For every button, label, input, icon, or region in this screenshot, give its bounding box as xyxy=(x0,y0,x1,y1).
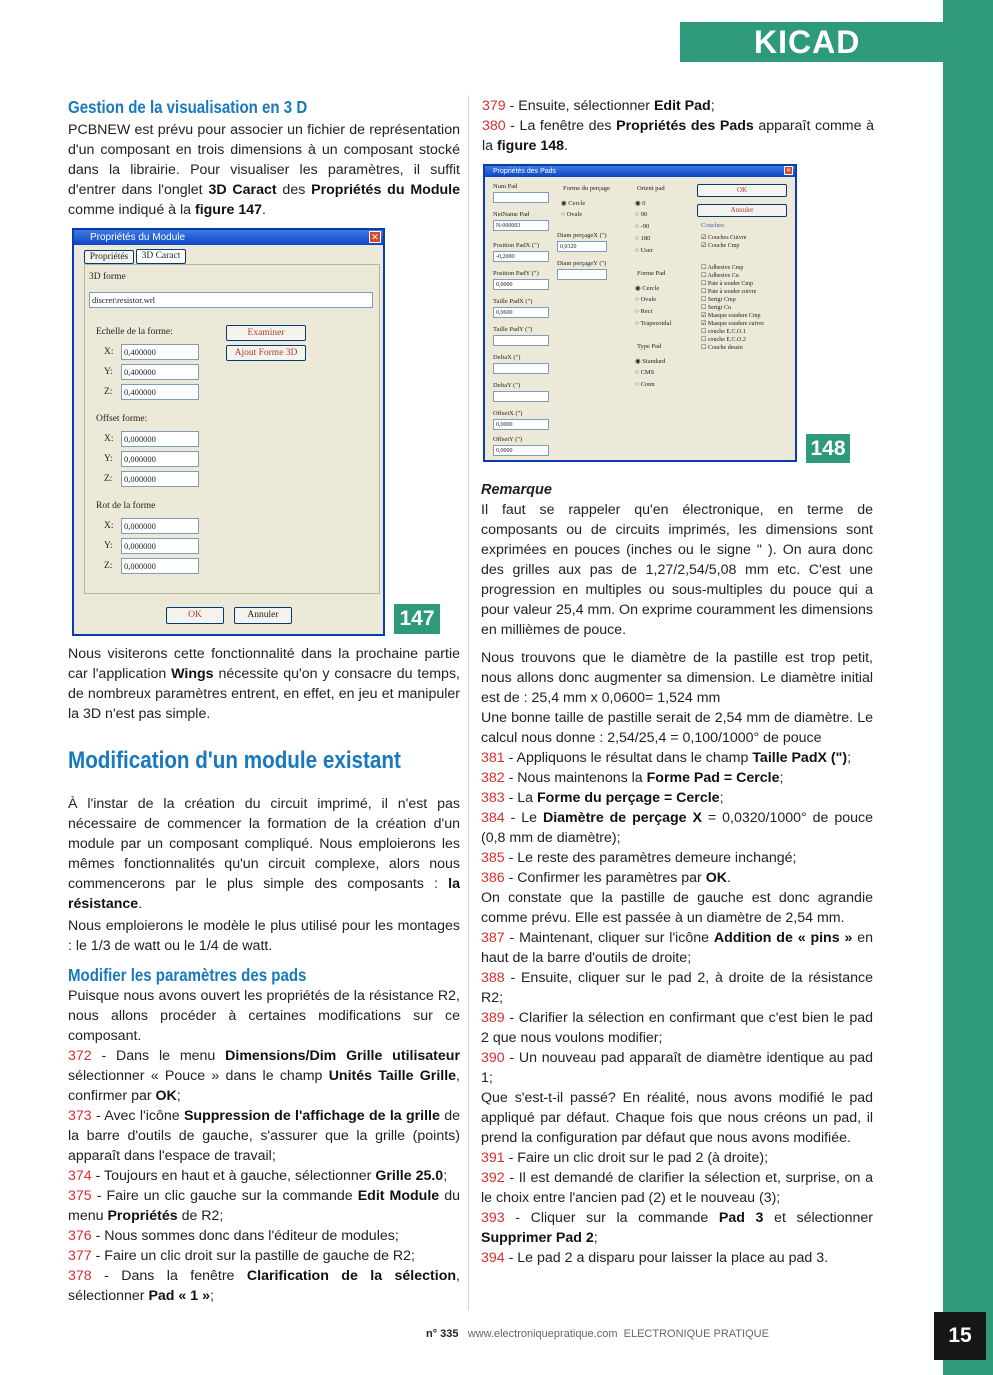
para-passe: Que s'est-t-il passé? En réalité, nous avons modifié le pad appliqué par défaut. Chaque fois que nous créons un pad, il prend la configuration par défaut que nous avons modifiée. xyxy=(481,1090,873,1146)
tab-proprietes[interactable]: Propriétés xyxy=(84,250,134,264)
layer-checkbox[interactable]: ☐ couche E.C.O.1 xyxy=(701,329,746,335)
step-382: 382 - Nous maintenons la Forme Pad = Cercle; xyxy=(481,770,784,786)
scale-x-input[interactable]: 0,400000 xyxy=(121,344,199,360)
radio-type-cms[interactable]: ○ CMS xyxy=(635,369,655,376)
layer-checkbox[interactable]: ☑ Masque soudure cuivre xyxy=(701,321,764,327)
echelle-label: Echelle de la forme: xyxy=(96,327,173,337)
annuler-button[interactable]: Annuler xyxy=(697,204,787,217)
diam-x-input[interactable]: 0,0320 xyxy=(557,241,607,252)
para-3d: PCBNEW est prévu pour associer un fichier de représentation d'un composant en trois dimensions à un composant stocké dans la librairie. Pour visualiser les paramètres, il suffit d'entrer dans l'onglet 3D Caract des Propriétés du Module comme indiqué à la figure 147. xyxy=(68,122,460,218)
pos-x-input[interactable]: -0,2000 xyxy=(493,251,549,262)
taille-y-input[interactable] xyxy=(493,335,549,346)
step-376: 376 - Nous sommes donc dans l'éditeur de modules; xyxy=(68,1228,399,1244)
ok-button[interactable]: OK xyxy=(697,184,787,197)
forme-label: 3D forme xyxy=(89,272,126,282)
close-icon[interactable]: ✕ xyxy=(785,168,792,174)
layer-label: Serigr Cmp xyxy=(707,297,736,303)
para-modif: À l'instar de la création du circuit imprimé, il n'est pas nécessaire de commencer la formation de la création d'un module par un composant compliqué. Nous emploierons les mêmes fonctionnalités qu'un circuit complexe, alors nous commencerons par le plus simple des composants : la résistance. xyxy=(68,796,460,912)
diam-y-input[interactable] xyxy=(557,269,607,280)
tab-3d-caract[interactable]: 3D Caract xyxy=(136,249,186,264)
para-pads: Puisque nous avons ouvert les propriétés de la résistance R2, nous allons procéder à certaines modifications sur ce composant. xyxy=(68,988,460,1044)
radio-percage-cercle[interactable]: ◉ Cercle xyxy=(561,200,586,207)
layer-label: Adhesive Cu xyxy=(707,273,739,279)
left-column xyxy=(68,96,460,220)
rot-y-label: Y: xyxy=(104,541,113,551)
radio-pad-ovale[interactable]: ○ Ovale xyxy=(635,296,657,303)
column-divider xyxy=(468,95,469,1310)
rot-y-input[interactable]: 0,000000 xyxy=(121,538,199,554)
right-column-top xyxy=(482,96,874,156)
offset-x-input[interactable]: 0,000000 xyxy=(121,431,199,447)
rot-x-input[interactable]: 0,000000 xyxy=(121,518,199,534)
couches-label: Couches: xyxy=(701,222,726,229)
taille-x-label: Taille PadX (") xyxy=(493,298,533,305)
pos-x-label: Position PadX (") xyxy=(493,242,539,249)
forme-input[interactable]: discret\resistor.wrl xyxy=(89,292,373,308)
layer-label: Couche dessin xyxy=(707,345,743,351)
radio-orient-90[interactable]: ○ 90 xyxy=(635,211,648,218)
issue-number: n° 335 xyxy=(426,1328,459,1340)
netname-input[interactable]: N-000003 xyxy=(493,220,549,231)
offset-x-label: OffsetX (") xyxy=(493,410,523,417)
scale-y-input[interactable]: 0,400000 xyxy=(121,364,199,380)
left-column-2 xyxy=(68,644,460,1306)
step-391: 391 - Faire un clic droit sur le pad 2 (à droite); xyxy=(481,1150,769,1166)
dialog-titlebar: Propriétés du Module ✕ xyxy=(74,230,383,245)
layer-list xyxy=(701,234,797,352)
para-diametre: Nous trouvons que le diamètre de la pastille est trop petit, nous allons donc augmenter sa dimension. Le diamètre initial est de : 25,4 mm x 0,0600= 1,524 mm xyxy=(481,650,873,706)
section-brand-banner: KICAD xyxy=(680,22,943,62)
layer-checkbox[interactable]: ☑ Couche Cmp xyxy=(701,243,740,249)
para-constate: On constate que la pastille de gauche est donc agrandie comme prévu. Elle est passée à un diamètre de 2,54 mm. xyxy=(481,890,873,926)
step-393: 393 - Cliquer sur la commande Pad 3 et sélectionner Supprimer Pad 2; xyxy=(481,1210,873,1246)
remarque-heading: Remarque xyxy=(481,482,552,498)
layer-label: Pate à souder Cmp xyxy=(707,281,754,287)
delta-y-input[interactable] xyxy=(493,391,549,402)
step-388: 388 - Ensuite, cliquer sur le pad 2, à droite de la résistance R2; xyxy=(481,970,873,1006)
layer-label: Masque soudure Cmp xyxy=(707,313,761,319)
layer-checkbox[interactable]: ☐ Couche dessin xyxy=(701,345,743,351)
rot-z-label: Z: xyxy=(104,561,113,571)
scale-z-input[interactable]: 0,400000 xyxy=(121,384,199,400)
pos-y-label: Position PadY (") xyxy=(493,270,539,277)
offset-y-label: OffsetY (") xyxy=(493,436,523,443)
step-392: 392 - Il est demandé de clarifier la sélection et, surprise, on a le choix entre l'ancien pad (2) et le nouveau (3); xyxy=(481,1170,873,1206)
step-381: 381 - Appliquons le résultat dans le champ Taille PadX ("); xyxy=(481,750,852,766)
orient-label: Orient pad xyxy=(637,185,665,192)
layer-checkbox[interactable]: ☐ Serigr Cu xyxy=(701,305,732,311)
layer-label: Couche Cmp xyxy=(707,243,740,249)
step-373: 373 - Avec l'icône Suppression de l'affichage de la grille de la barre d'outils de gauche, s'assurer que la grille (points) apparaît dans l'espace de travail; xyxy=(68,1108,460,1164)
delta-x-input[interactable] xyxy=(493,363,549,374)
side-color-bar xyxy=(943,0,993,1375)
footer-url[interactable]: www.electroniquepratique.com xyxy=(467,1328,618,1340)
offset-y-input[interactable]: 0,0000 xyxy=(493,445,549,456)
dialog-module-properties xyxy=(72,228,385,636)
heading-3d: Gestion de la visualisation en 3 D xyxy=(68,97,308,117)
layer-label: Couches Cuivre xyxy=(707,235,747,241)
diam-x-label: Diam perçageX (") xyxy=(557,232,607,239)
layer-label: couche E.C.O.2 xyxy=(707,337,746,343)
offset-x-input[interactable]: 0,0000 xyxy=(493,419,549,430)
layer-checkbox[interactable]: ☑ Couches Cuivre xyxy=(701,235,747,241)
step-385: 385 - Le reste des paramètres demeure inchangé; xyxy=(481,850,797,866)
step-390: 390 - Un nouveau pad apparaît de diamètre identique au pad 1; xyxy=(481,1050,873,1086)
step-383: 383 - La Forme du perçage = Cercle; xyxy=(481,790,724,806)
layer-checkbox[interactable]: ☑ Masque soudure Cmp xyxy=(701,313,761,319)
layer-label: Masque soudure cuivre xyxy=(707,321,764,327)
delta-y-label: DeltaY (") xyxy=(493,382,521,389)
forme-percage-label: Forme du perçage xyxy=(563,185,610,192)
layer-checkbox[interactable]: ☐ Pate à souder Cmp xyxy=(701,281,754,287)
layer-checkbox[interactable]: ☐ Serigr Cmp xyxy=(701,297,736,303)
layer-checkbox[interactable]: ☐ couche E.C.O.2 xyxy=(701,337,746,343)
footer-magazine: ELECTRONIQUE PRATIQUE xyxy=(623,1328,769,1340)
close-icon[interactable]: ✕ xyxy=(369,231,381,243)
scale-y-label: Y: xyxy=(104,367,113,377)
right-column xyxy=(481,480,873,1268)
step-389: 389 - Clarifier la sélection en confirmant que c'est bien le pad 2 que nous voulons modifier; xyxy=(481,1010,873,1046)
heading-modif: Modification d'un module existant xyxy=(68,747,401,774)
layer-label: Serigr Cu xyxy=(707,305,732,311)
pos-y-input[interactable]: 0,0000 xyxy=(493,279,549,290)
delta-x-label: DeltaX (") xyxy=(493,354,521,361)
radio-pad-cercle[interactable]: ◉ Cercle xyxy=(635,285,660,292)
footer xyxy=(426,1328,769,1340)
examiner-button[interactable]: Examiner xyxy=(226,325,306,341)
forme-pad-label: Forme Pad xyxy=(637,270,666,277)
layer-checkbox[interactable]: ☐ Adhesive Cu xyxy=(701,273,739,279)
figure-148-badge: 148 xyxy=(806,434,850,463)
para-modif2: Nous emploierons le modèle le plus utilisé pour les montages : le 1/3 de watt ou le 1/4 de watt. xyxy=(68,918,460,954)
num-pad-label: Num Pad xyxy=(493,183,518,190)
para-remarque: Il faut se rappeler qu'en électronique, en terme de composants ou de circuits imprimés, les dimensions sont exprimées en pouces (inches ou le signe " ). On aura donc des grilles aux pas de 1,27/2,54/5,08 mm etc. C'est une progression en multiples ou sous-multiples du pouce qui a pour valeur 25,4 mm. On exprime couramment les dimensions en millièmes de pouce. xyxy=(481,502,873,638)
radio-percage-ovale[interactable]: ○ Ovale xyxy=(561,211,583,218)
radio-pad-trap[interactable]: ○ Trapezoidal xyxy=(635,320,672,327)
step-394: 394 - Le pad 2 a disparu pour laisser la place au pad 3. xyxy=(481,1250,829,1266)
radio-orient-m90[interactable]: ○ -90 xyxy=(635,223,650,230)
dialog-titlebar: Propriétés des Pads ✕ xyxy=(485,166,795,177)
offset-y-label: Y: xyxy=(104,454,113,464)
layer-label: couche E.C.O.1 xyxy=(707,329,746,335)
step-387: 387 - Maintenant, cliquer sur l'icône Addition de « pins » en haut de la barre d'outils de droite; xyxy=(481,930,873,966)
netname-label: NetName Pad xyxy=(493,211,530,218)
offset-x-label: X: xyxy=(104,434,114,444)
step-378: 378 - Dans la fenêtre Clarification de la sélection, sélectionner Pad « 1 »; xyxy=(68,1268,460,1304)
radio-orient-user[interactable]: ○ User xyxy=(635,247,653,254)
scale-x-label: X: xyxy=(104,347,114,357)
dialog-pad-properties xyxy=(483,164,797,462)
heading-pads: Modifier les paramètres des pads xyxy=(68,965,307,985)
diam-y-label: Diam perçageY (") xyxy=(557,260,607,267)
step-374: 374 - Toujours en haut et à gauche, sélectionner Grille 25.0; xyxy=(68,1168,448,1184)
step-386: 386 - Confirmer les paramètres par OK. xyxy=(481,870,731,886)
ajout-forme-button[interactable]: Ajout Forme 3D xyxy=(226,345,306,361)
layer-checkbox[interactable]: ☐ Pate à souder cuivre xyxy=(701,289,757,295)
offset-label: Offset forme: xyxy=(96,414,148,424)
step-377: 377 - Faire un clic droit sur la pastille de gauche de R2; xyxy=(68,1248,415,1264)
step-379: 379 - Ensuite, sélectionner Edit Pad; xyxy=(482,98,715,114)
taille-y-label: Taille PadY (") xyxy=(493,326,533,333)
rot-label: Rot de la forme xyxy=(96,501,156,511)
offset-z-input[interactable]: 0,000000 xyxy=(121,471,199,487)
type-pad-label: Type Pad xyxy=(637,343,662,350)
step-380: 380 - La fenêtre des Propriétés des Pads apparaît comme à la figure 148. xyxy=(482,118,874,154)
radio-pad-rect[interactable]: ○ Rect xyxy=(635,308,653,315)
num-pad-input[interactable] xyxy=(493,192,549,203)
layer-label: Pate à souder cuivre xyxy=(707,289,757,295)
offset-z-label: Z: xyxy=(104,474,113,484)
radio-type-conn[interactable]: ○ Conn xyxy=(635,381,655,388)
step-372: 372 - Dans le menu Dimensions/Dim Grille utilisateur sélectionner « Pouce » dans le champ Unités Taille Grille, confirmer par OK; xyxy=(68,1048,460,1104)
radio-type-standard[interactable]: ◉ Standard xyxy=(635,358,666,365)
step-384: 384 - Le Diamètre de perçage X = 0,0320/1000° de pouce (0,8 mm de diamètre); xyxy=(481,810,873,846)
page-number: 15 xyxy=(934,1312,986,1360)
offset-y-input[interactable]: 0,000000 xyxy=(121,451,199,467)
ok-button[interactable]: OK xyxy=(166,607,224,624)
layer-label: Adhesive Cmp xyxy=(707,265,744,271)
layer-checkbox[interactable]: ☐ Adhesive Cmp xyxy=(701,265,744,271)
scale-z-label: Z: xyxy=(104,387,113,397)
rot-z-input[interactable]: 0,000000 xyxy=(121,558,199,574)
taille-x-input[interactable]: 0,0600 xyxy=(493,307,549,318)
para-taille: Une bonne taille de pastille serait de 2,54 mm de diamètre. Le calcul nous donne : 2,54/25,4 = 0,100/1000° de pouce xyxy=(481,710,873,746)
annuler-button[interactable]: Annuler xyxy=(234,607,292,624)
step-375: 375 - Faire un clic gauche sur la commande Edit Module du menu Propriétés de R2; xyxy=(68,1188,460,1224)
radio-orient-180[interactable]: ○ 180 xyxy=(635,235,651,242)
radio-orient-0[interactable]: ◉ 0 xyxy=(635,200,646,207)
rot-x-label: X: xyxy=(104,521,114,531)
figure-147-badge: 147 xyxy=(394,604,440,634)
para-wings: Nous visiterons cette fonctionnalité dans la prochaine partie car l'application Wings nécessite qu'on y consacre du temps, de nombreux paramètres entrent, en effet, en jeu et manipuler la 3D n'est pas simple. xyxy=(68,646,460,722)
